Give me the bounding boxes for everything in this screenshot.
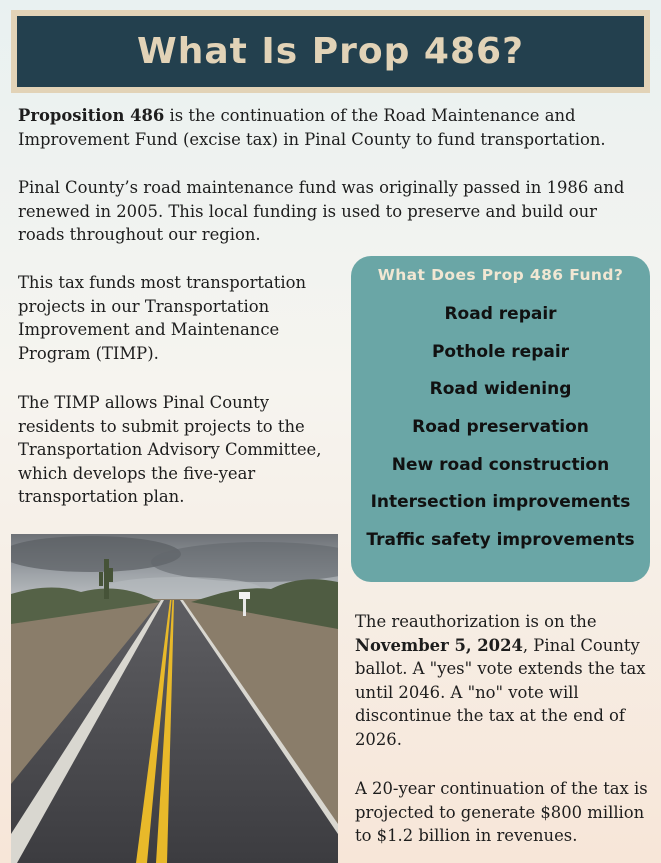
reauth-post: , Pinal County ballot. A "yes" vote extends the tax until 2046. A "no" vote will discontinue the tax at the end of 2026. xyxy=(355,635,646,749)
fund-box xyxy=(351,256,650,582)
fund-item-road-widening: Road widening xyxy=(429,379,572,400)
fund-box-title: What Does Prop 486 Fund? xyxy=(377,266,624,284)
desert-road-photo xyxy=(11,534,338,863)
projection-paragraph: A 20-year continuation of the tax is projected to generate $800 million to $1.2 billion in revenues. xyxy=(355,779,648,845)
history-paragraph: Pinal County’s road maintenance fund was originally passed in 1986 and renewed in 2005. This local funding is used to preserve and build our roads throughout our region. xyxy=(18,178,625,244)
intro-bold: Proposition 486 xyxy=(18,106,165,125)
fund-item-intersection-improvements: Intersection improvements xyxy=(370,492,631,513)
reauthorization-paragraph xyxy=(355,610,655,751)
intro-text: is the continuation of the Road Maintenance and Improvement Fund (excise tax) in Pinal County to fund transportation. xyxy=(18,106,606,149)
title-banner xyxy=(11,10,650,93)
timp-detail-paragraph: The TIMP allows Pinal County residents to submit projects to the Transportation Advisory Committee, which develops the five-year transportation plan. xyxy=(18,393,322,506)
fund-item-road-preservation: Road preservation xyxy=(412,417,589,438)
fund-item-road-repair: Road repair xyxy=(444,304,557,324)
page-title: What Is Prop 486? xyxy=(137,31,524,72)
timp-intro-paragraph: This tax funds most transportation projects in our Transportation Improvement and Maintenance Program (TIMP). xyxy=(18,273,307,363)
intro-paragraph xyxy=(18,104,648,151)
fund-item-new-road-construction: New road construction xyxy=(391,454,610,475)
election-date: November 5, 2024 xyxy=(355,635,523,655)
reauth-pre: The reauthorization is on the xyxy=(355,612,597,631)
fund-item-traffic-safety-improvements: Traffic safety improvements xyxy=(366,530,635,551)
title-banner-inner xyxy=(17,16,644,87)
fund-item-pothole-repair: Pothole repair xyxy=(431,341,570,362)
fund-list xyxy=(351,296,650,560)
